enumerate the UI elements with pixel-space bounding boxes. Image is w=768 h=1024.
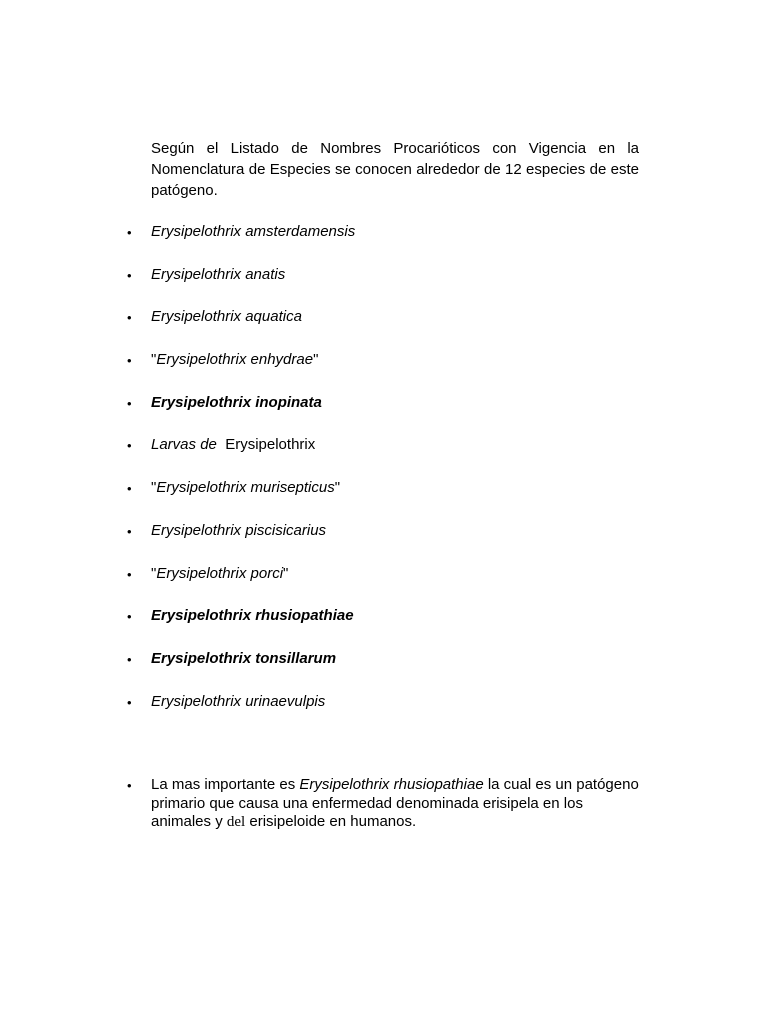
- species-name: Larvas de: [151, 436, 217, 454]
- species-entry: [151, 221, 355, 242]
- list-item: [0, 563, 768, 606]
- species-entry: Larvas de Erysipelothrix: [151, 436, 316, 454]
- list-item: [0, 648, 768, 691]
- list-item: [0, 605, 768, 648]
- bullet-icon: •: [127, 353, 132, 369]
- species-list: [0, 221, 768, 733]
- species-name: Erysipelothrix piscisicarius: [151, 521, 327, 539]
- bullet-icon: •: [127, 609, 132, 625]
- bullet-icon: •: [127, 651, 132, 667]
- bullet-icon: •: [127, 310, 132, 326]
- species-name: Erysipelothrix inopinata: [151, 393, 322, 411]
- species-name: Erysipelothrix tonsillarum: [151, 649, 337, 667]
- species-entry: "Erysipelothrix porci": [151, 564, 289, 582]
- species-entry: [151, 691, 325, 712]
- closing-paragraph: La mas importante es Erysipelothrix rhusiopathiae la cual es un patógeno primario que causa una enfermedad denominada erisipela en los animales y del erisipeloide en humanos.: [151, 776, 639, 830]
- species-name: Erysipelothrix aquatica: [151, 308, 302, 326]
- bullet-icon: •: [127, 481, 132, 497]
- list-item: [0, 477, 768, 520]
- intro-paragraph: Según el Listado de Nombres Procarióticos con Vigencia en la Nomenclatura de Especies se conocen alrededor de 12 especies de este patógeno.: [151, 140, 639, 199]
- bullet-icon: •: [127, 778, 132, 793]
- bullet-icon: •: [127, 395, 132, 411]
- species-name: Erysipelothrix enhydrae: [156, 351, 314, 369]
- species-name: Erysipelothrix rhusiopathiae: [299, 776, 484, 793]
- bullet-icon: •: [127, 267, 132, 283]
- species-name: Erysipelothrix rhusiopathiae: [151, 607, 354, 625]
- species-entry: [151, 264, 285, 285]
- species-name: Erysipelothrix murisepticus: [156, 479, 335, 497]
- bullet-icon: •: [127, 566, 132, 582]
- bullet-icon: •: [127, 438, 132, 454]
- species-entry: "Erysipelothrix murisepticus": [151, 479, 341, 497]
- species-name: Erysipelothrix anatis: [151, 265, 286, 283]
- species-entry: [151, 306, 302, 327]
- bullet-icon: •: [127, 694, 132, 710]
- list-item: [0, 306, 768, 349]
- list-item: [0, 520, 768, 563]
- bullet-icon: •: [127, 225, 132, 240]
- list-item: [0, 264, 768, 307]
- species-name: Erysipelothrix urinaevulpis: [151, 692, 326, 710]
- species-entry: [151, 520, 326, 541]
- species-entry: [151, 648, 336, 669]
- species-name: Erysipelothrix porci: [156, 564, 284, 582]
- species-name: Erysipelothrix amsterdamensis: [151, 223, 356, 240]
- bullet-icon: •: [127, 523, 132, 539]
- list-item: [0, 221, 768, 264]
- list-item: [0, 392, 768, 435]
- list-item: [0, 434, 768, 477]
- species-entry: [151, 392, 322, 413]
- species-entry: "Erysipelothrix enhydrae": [151, 351, 319, 369]
- species-entry: [151, 605, 354, 626]
- list-item: [0, 349, 768, 392]
- list-item: [0, 691, 768, 734]
